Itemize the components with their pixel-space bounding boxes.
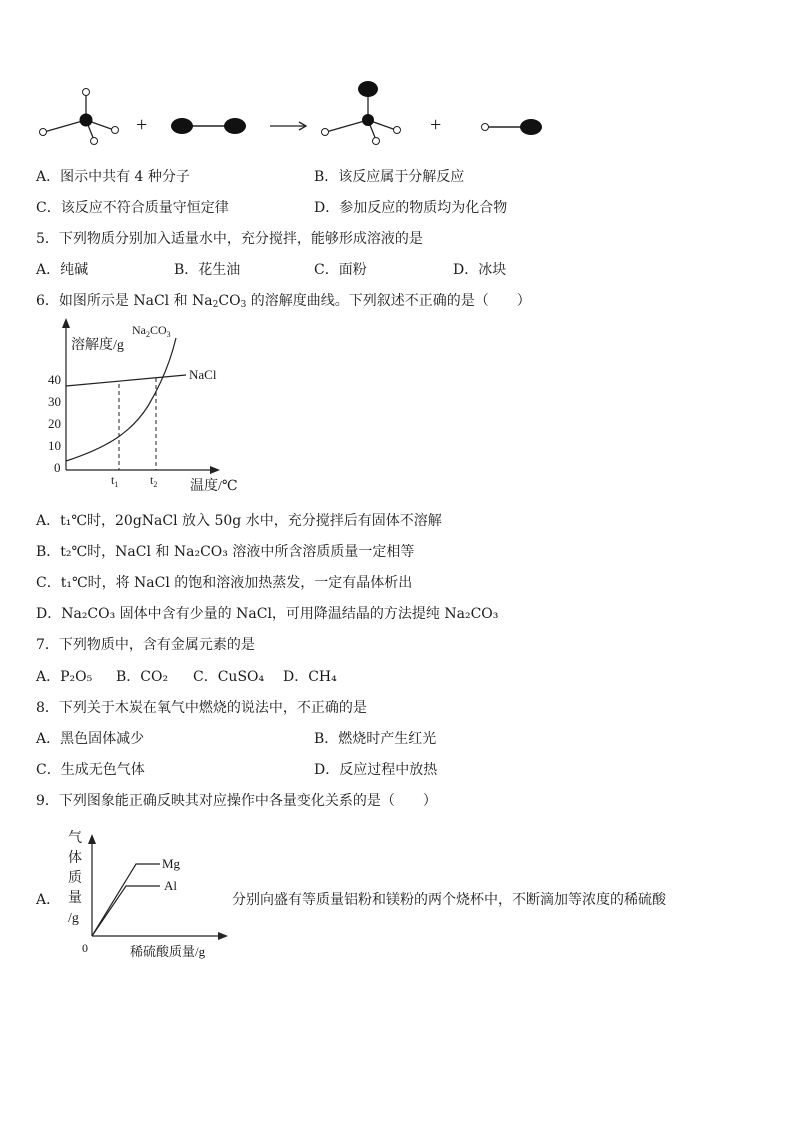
x-axis-arrow <box>218 932 228 940</box>
y-label-char-2: 体 <box>68 851 82 866</box>
q7-option-c: C．CuSO₄ <box>193 669 265 685</box>
q4-option-b: B．该反应属于分解反应 <box>314 169 465 185</box>
q5-option-d: D．冰块 <box>453 262 507 278</box>
y-tick-30: 30 <box>48 394 61 409</box>
al-line <box>92 886 160 936</box>
y-axis-arrow <box>88 834 96 844</box>
q5-option-c: C．面粉 <box>314 262 367 278</box>
reactant-molecule-2 <box>171 118 246 134</box>
y-label-char-4: 量 <box>68 891 82 906</box>
q9-option-a-description: 分别向盛有等质量铝粉和镁粉的两个烧杯中，不断滴加等浓度的稀硫酸 <box>232 892 666 908</box>
q5-option-a: A．纯碱 <box>36 262 89 278</box>
y-axis-arrow <box>62 318 70 328</box>
nacl-curve <box>66 375 186 386</box>
q6-stem: 6．如图所示是 NaCl 和 $Na_2CO_3$ 的溶解度曲线。下列叙述不正确的是（ ） <box>36 293 531 310</box>
origin-label: 0 <box>82 941 88 955</box>
y-tick-10: 10 <box>48 438 61 453</box>
na2co3-label: $Na_2CO_3$ <box>132 323 171 339</box>
q4-option-a: A．图示中共有 4 种分子 <box>36 169 190 185</box>
q9-option-a-label: A． <box>36 892 61 908</box>
q6-option-b: B．t₂℃时，NaCl 和 Na₂CO₃ 溶液中所含溶质质量一定相等 <box>36 544 415 560</box>
y-tick-0: 0 <box>54 460 61 475</box>
x-tick-t1: $t_1$ <box>111 473 119 489</box>
al-label: Al <box>164 878 177 893</box>
q9-stem: 9．下列图象能正确反映其对应操作中各量变化关系的是（ ） <box>36 793 437 809</box>
x-axis-label: 稀硫酸质量/g <box>130 944 206 959</box>
gas-mass-chart <box>60 826 230 960</box>
y-label-char-1: 气 <box>68 831 82 846</box>
nacl-label: NaCl <box>189 367 217 382</box>
q8-option-c: C．生成无色气体 <box>36 762 145 778</box>
q4-option-c: C．该反应不符合质量守恒定律 <box>36 200 229 216</box>
q4-option-d: D．参加反应的物质均为化合物 <box>314 200 508 216</box>
product-molecule-1 <box>322 81 401 145</box>
mg-line <box>92 864 160 936</box>
y-tick-40: 40 <box>48 372 61 387</box>
q5-stem: 5．下列物质分别加入适量水中，充分搅拌，能够形成溶液的是 <box>36 231 423 247</box>
y-label-char-5: /g <box>68 911 79 926</box>
product-molecule-2 <box>482 119 543 135</box>
q8-option-b: B．燃烧时产生红光 <box>314 731 437 747</box>
y-label-char-3: 质 <box>68 871 82 886</box>
plus-sign-1: + <box>136 114 148 136</box>
q6-option-c: C．t₁℃时，将 NaCl 的饱和溶液加热蒸发，一定有晶体析出 <box>36 575 413 591</box>
x-tick-t2: $t_2$ <box>150 473 158 489</box>
reaction-arrow <box>270 122 306 130</box>
solubility-chart <box>36 318 266 498</box>
reaction-diagram <box>30 78 550 148</box>
reactant-molecule-1 <box>40 89 119 145</box>
na2co3-curve <box>66 338 176 461</box>
q6-option-d: D．Na₂CO₃ 固体中含有少量的 NaCl，可用降温结晶的方法提纯 Na₂CO₃ <box>36 606 499 622</box>
x-axis-arrow <box>210 466 220 474</box>
q7-option-d: D．CH₄ <box>283 669 337 685</box>
y-axis-label: 溶解度/g <box>71 338 124 353</box>
q8-option-a: A．黑色固体减少 <box>36 731 145 747</box>
q8-stem: 8．下列关于木炭在氧气中燃烧的说法中，不正确的是 <box>36 700 367 716</box>
x-axis-label: 温度/℃ <box>190 479 238 494</box>
plus-sign-2: + <box>430 114 442 136</box>
q7-stem: 7．下列物质中，含有金属元素的是 <box>36 637 255 653</box>
q6-option-a: A．t₁℃时，20gNaCl 放入 50g 水中，充分搅拌后有固体不溶解 <box>36 513 442 529</box>
y-tick-20: 20 <box>48 416 61 431</box>
q7-option-a: A．P₂O₅ <box>36 669 93 685</box>
mg-label: Mg <box>162 856 181 871</box>
q5-option-b: B．花生油 <box>174 262 241 278</box>
q7-option-b: B．CO₂ <box>116 669 169 685</box>
q8-option-d: D．反应过程中放热 <box>314 762 438 778</box>
